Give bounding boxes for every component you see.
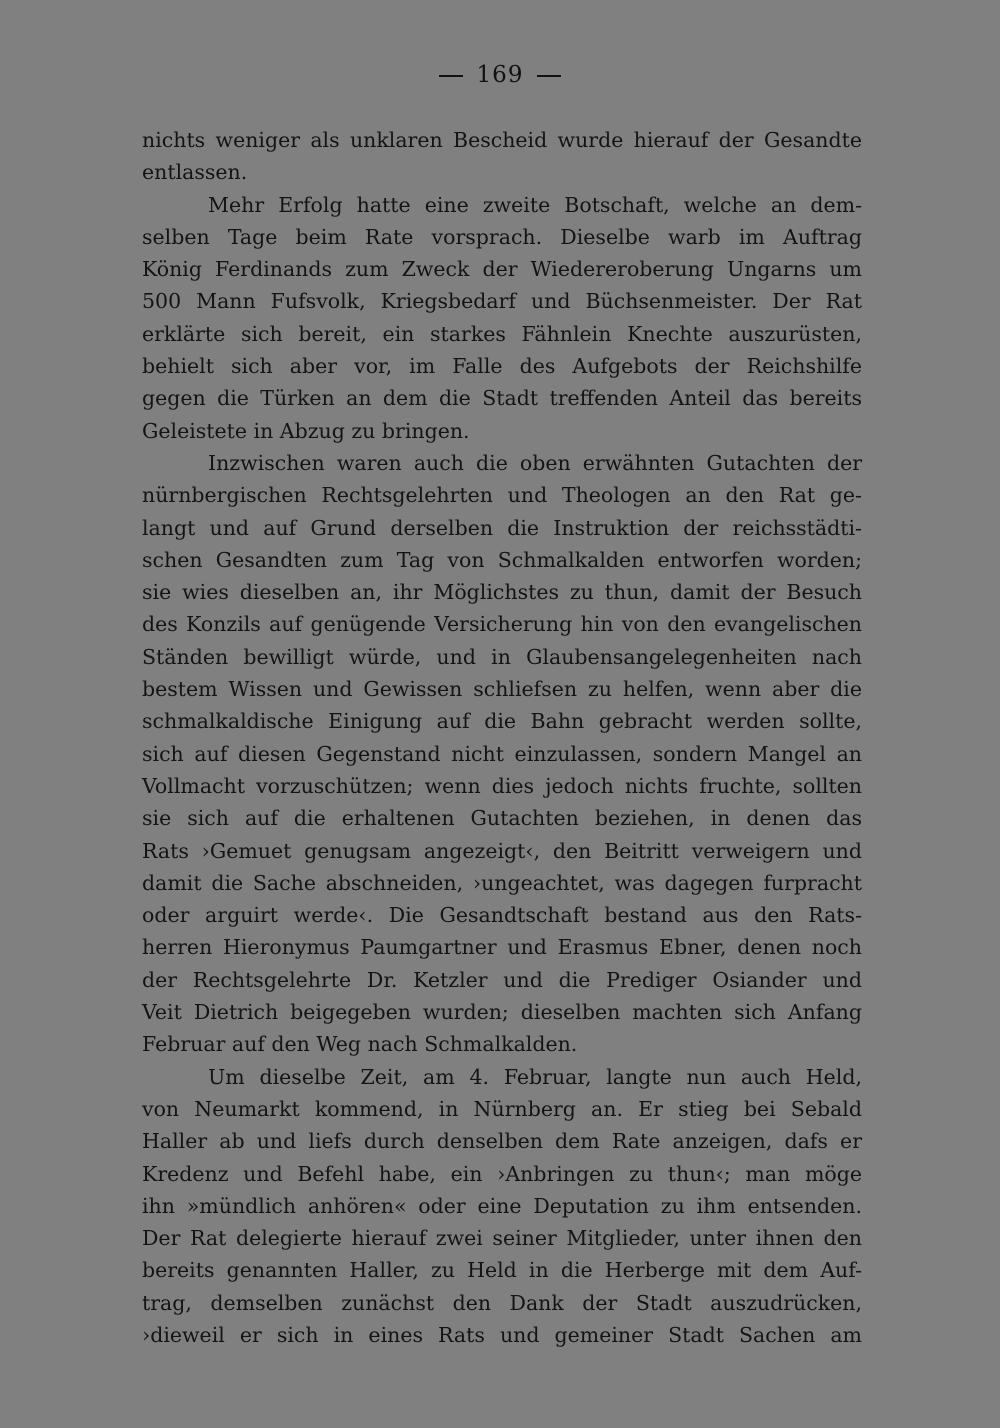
text-line: des Konzils auf genügende Versicherung hin von den evangelischen	[142, 612, 862, 637]
text-line: bestem Wissen und Gewissen schliefsen zu helfen, wenn aber die	[142, 677, 862, 702]
text-line: schmalkaldische Einigung auf die Bahn gebracht werden sollte,	[142, 709, 862, 734]
text-line: Vollmacht vorzuschützen; wenn dies jedoch nichts fruchte, sollten	[142, 773, 862, 798]
text-line: gegen die Türken an dem die Stadt treffenden Anteil das bereits	[142, 386, 862, 411]
text-line: damit die Sache abschneiden, ›ungeachtet, was dagegen furpracht	[142, 870, 862, 895]
text-line: oder arguirt werde‹. Die Gesandtschaft bestand aus den Rats-	[142, 903, 862, 928]
text-line: herren Hieronymus Paumgartner und Erasmus Ebner, denen noch	[142, 935, 862, 960]
page-number: 169	[476, 62, 524, 88]
text-line: sie wies dieselben an, ihr Möglichstes zu thun, damit der Besuch	[142, 580, 862, 605]
text-line: Inzwischen waren auch die oben erwähnten Gutachten der	[208, 450, 862, 475]
text-line: Geleistete in Abzug zu bringen.	[142, 418, 470, 443]
text-line: entlassen.	[142, 160, 248, 185]
text-line: erklärte sich bereit, ein starkes Fähnlein Knechte auszurüsten,	[142, 321, 862, 346]
text-line: Ständen bewilligt würde, und in Glaubensangelegenheiten nach	[142, 644, 862, 669]
text-line: nichts weniger als unklaren Bescheid wurde hierauf der Gesandte	[142, 128, 862, 152]
text-line: ihn »mündlich anhören« oder eine Deputation zu ihm entsenden.	[142, 1193, 862, 1218]
page-header	[0, 62, 1000, 88]
text-line: nürnbergischen Rechtsgelehrten und Theologen an den Rat ge-	[142, 483, 862, 508]
text-line: bereits genannten Haller, zu Held in die Herberge mit dem Auf-	[142, 1258, 862, 1283]
text-line: sich auf diesen Gegenstand nicht einzulassen, sondern Mangel an	[142, 741, 862, 766]
header-dash-right	[537, 75, 561, 77]
body-text	[142, 124, 862, 1351]
text-line: trag, demselben zunächst den Dank der Stadt auszudrücken,	[142, 1290, 862, 1315]
text-line: Rats ›Gemuet genugsam angezeigt‹, den Beitritt verweigern und	[142, 838, 862, 863]
text-line: König Ferdinands zum Zweck der Wiedereroberung Ungarns um	[142, 257, 862, 282]
text-line: Veit Dietrich beigegeben wurden; dieselben machten sich Anfang	[142, 1000, 862, 1025]
text-line: selben Tage beim Rate vorsprach. Dieselbe warb im Auftrag	[142, 224, 862, 249]
text-line: Mehr Erfolg hatte eine zweite Botschaft, welche an dem-	[208, 192, 862, 217]
text-line: behielt sich aber vor, im Falle des Aufgebots der Reichshilfe	[142, 354, 862, 379]
text-line: 500 Mann Fufsvolk, Kriegsbedarf und Büchsenmeister. Der Rat	[142, 289, 862, 314]
text-line: Der Rat delegierte hierauf zwei seiner Mitglieder, unter ihnen den	[142, 1226, 862, 1251]
text-line: Um dieselbe Zeit, am 4. Februar, langte nun auch Held,	[208, 1064, 862, 1089]
text-line: sie sich auf die erhaltenen Gutachten beziehen, in denen das	[142, 806, 862, 831]
text-line: Februar auf den Weg nach Schmalkalden.	[142, 1032, 578, 1057]
text-line: ›dieweil er sich in eines Rats und gemeiner Stadt Sachen am	[142, 1322, 862, 1347]
header-dash-left	[439, 75, 463, 77]
text-line: langt und auf Grund derselben die Instruktion der reichsstädti-	[142, 515, 862, 540]
text-line: der Rechtsgelehrte Dr. Ketzler und die Prediger Osiander und	[142, 967, 862, 992]
text-line: von Neumarkt kommend, in Nürnberg an. Er stieg bei Sebald	[142, 1096, 862, 1121]
text-line: Haller ab und liefs durch denselben dem Rate anzeigen, dafs er	[142, 1129, 862, 1154]
text-line: schen Gesandten zum Tag von Schmalkalden entworfen worden;	[142, 547, 862, 572]
text-line: Kredenz und Befehl habe, ein ›Anbringen zu thun‹; man möge	[142, 1161, 862, 1186]
